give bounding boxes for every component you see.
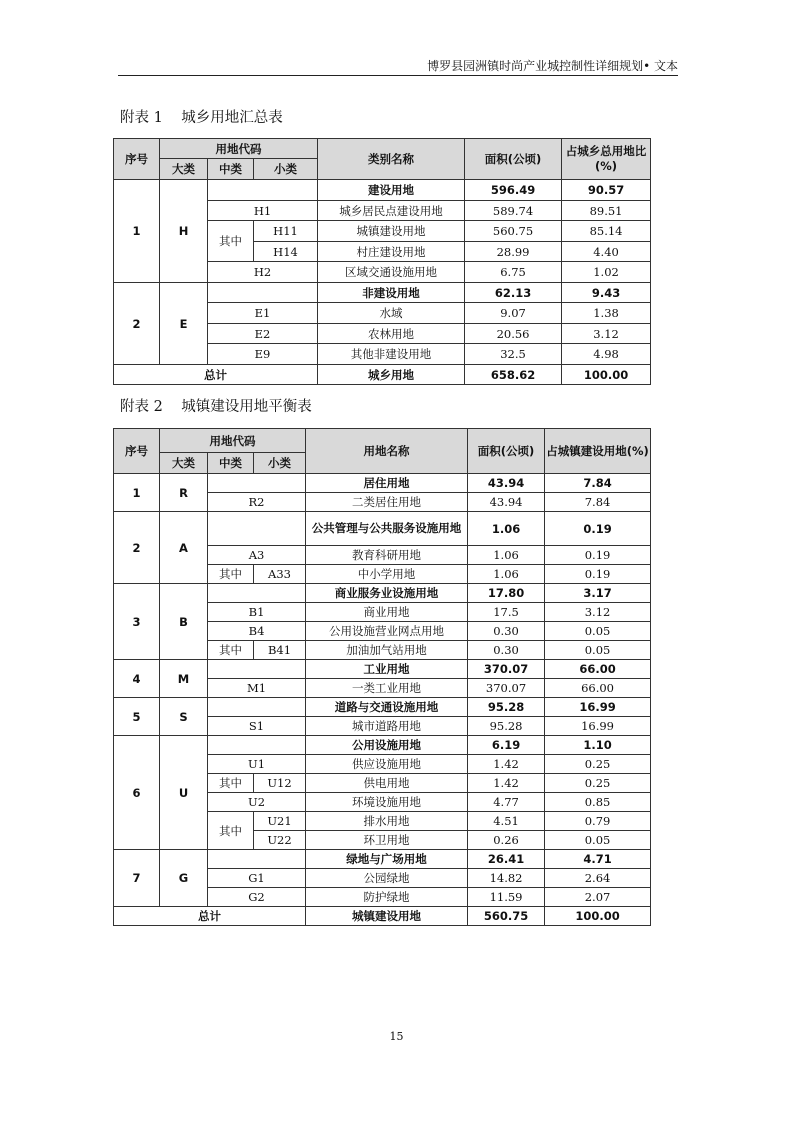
cell-code: U1 [208,755,306,774]
cell-area: 26.41 [468,850,545,869]
cell-name: 教育科研用地 [306,546,468,565]
cell-ratio: 4.98 [562,344,651,365]
header-area: 面积(公顷) [468,429,545,474]
cell-qizhong: 其中 [208,812,254,850]
cell-area: 20.56 [465,324,562,344]
header-land-code: 用地代码 [160,429,306,453]
cell-name: 工业用地 [306,660,468,679]
cell-name: 公用设施营业网点用地 [306,622,468,641]
cell-code: H11 [254,221,318,242]
cell-area: 6.19 [468,736,545,755]
cell-code: B41 [254,641,306,660]
cell-area: 28.99 [465,242,562,262]
header-area: 面积(公顷) [465,139,562,180]
header-land-name: 用地名称 [306,429,468,474]
cell-area: 0.26 [468,831,545,850]
header-ratio: 占城乡总用地比(%) [562,139,651,180]
cell-ratio: 0.05 [545,622,651,641]
cell-code: H1 [208,201,318,221]
cell-code: B1 [208,603,306,622]
cell-code [208,736,306,755]
cell-ratio: 0.05 [545,831,651,850]
cell-area: 1.06 [468,546,545,565]
cell-code [208,850,306,869]
table-row [114,474,651,493]
cell-name: 加油加气站用地 [306,641,468,660]
cell-area: 32.5 [465,344,562,365]
cell-qizhong: 其中 [208,774,254,793]
cell-code [208,698,306,717]
cell-ratio: 100.00 [562,365,651,385]
cell-code [208,180,318,201]
cell-name: 中小学用地 [306,565,468,584]
cell-ratio: 90.57 [562,180,651,201]
cell-area: 43.94 [468,474,545,493]
cell-name: 公园绿地 [306,869,468,888]
cell-area: 14.82 [468,869,545,888]
cell-name: 环卫用地 [306,831,468,850]
cell-code: E2 [208,324,318,344]
cell-ratio: 0.25 [545,774,651,793]
cell-major: U [160,736,208,850]
cell-name: 一类工业用地 [306,679,468,698]
cell-ratio: 1.10 [545,736,651,755]
cell-name: 二类居住用地 [306,493,468,512]
cell-area: 62.13 [465,283,562,303]
cell-name: 农林用地 [318,324,465,344]
cell-ratio: 0.19 [545,565,651,584]
cell-ratio: 16.99 [545,698,651,717]
cell-code [208,474,306,493]
cell-area: 6.75 [465,262,562,283]
cell-name: 其他非建设用地 [318,344,465,365]
cell-total-label: 总计 [114,365,318,385]
header-category-name: 类别名称 [318,139,465,180]
header-medium: 中类 [208,159,254,180]
cell-ratio: 3.12 [562,324,651,344]
cell-code [208,512,306,546]
cell-name: 绿地与广场用地 [306,850,468,869]
header-ratio: 占城镇建设用地(%) [545,429,651,474]
cell-code: U22 [254,831,306,850]
cell-code: A33 [254,565,306,584]
cell-area: 11.59 [468,888,545,907]
cell-area: 4.51 [468,812,545,831]
cell-name: 供应设施用地 [306,755,468,774]
cell-major: M [160,660,208,698]
table-row [114,584,651,603]
header-seq: 序号 [114,429,160,474]
cell-code: S1 [208,717,306,736]
cell-area: 17.80 [468,584,545,603]
cell-ratio: 0.19 [545,546,651,565]
document-header: 博罗县园洲镇时尚产业城控制性详细规划• 文本 [427,59,678,73]
table-row [114,698,651,717]
cell-code: B4 [208,622,306,641]
cell-area: 43.94 [468,493,545,512]
cell-name: 城乡居民点建设用地 [318,201,465,221]
header-seq: 序号 [114,139,160,180]
cell-area: 658.62 [465,365,562,385]
cell-name: 防护绿地 [306,888,468,907]
cell-area: 1.06 [468,565,545,584]
table-row [114,180,651,201]
cell-name: 公共管理与公共服务设施用地 [306,512,468,546]
cell-code: G1 [208,869,306,888]
cell-qizhong: 其中 [208,641,254,660]
cell-ratio: 4.40 [562,242,651,262]
cell-code: E9 [208,344,318,365]
cell-ratio: 1.38 [562,303,651,324]
header-land-code: 用地代码 [160,139,318,159]
cell-ratio: 100.00 [545,907,651,926]
cell-area: 95.28 [468,698,545,717]
cell-total-label: 总计 [114,907,306,926]
cell-ratio: 7.84 [545,474,651,493]
cell-major: B [160,584,208,660]
cell-seq: 3 [114,584,160,660]
cell-area: 17.5 [468,603,545,622]
cell-name: 城镇建设用地 [318,221,465,242]
cell-code [208,660,306,679]
cell-area: 4.77 [468,793,545,812]
cell-name: 建设用地 [318,180,465,201]
cell-name: 城乡用地 [318,365,465,385]
cell-name: 环境设施用地 [306,793,468,812]
cell-ratio: 4.71 [545,850,651,869]
cell-code: U21 [254,812,306,831]
cell-name: 区域交通设施用地 [318,262,465,283]
cell-ratio: 66.00 [545,679,651,698]
table1-caption: 附表 1 城乡用地汇总表 [120,110,283,126]
cell-major: A [160,512,208,584]
cell-ratio: 9.43 [562,283,651,303]
cell-name: 城镇建设用地 [306,907,468,926]
cell-ratio: 2.64 [545,869,651,888]
cell-area: 589.74 [465,201,562,221]
cell-code [208,283,318,303]
cell-name: 供电用地 [306,774,468,793]
cell-ratio: 0.79 [545,812,651,831]
cell-area: 370.07 [468,660,545,679]
cell-seq: 7 [114,850,160,907]
table-row [114,512,651,546]
cell-area: 1.42 [468,774,545,793]
cell-code: H14 [254,242,318,262]
cell-name: 城市道路用地 [306,717,468,736]
cell-ratio: 16.99 [545,717,651,736]
cell-name: 商业用地 [306,603,468,622]
table2-caption: 附表 2 城镇建设用地平衡表 [120,399,312,415]
cell-ratio: 2.07 [545,888,651,907]
cell-code: R2 [208,493,306,512]
cell-code: G2 [208,888,306,907]
cell-ratio: 0.05 [545,641,651,660]
table-row [114,850,651,869]
header-major: 大类 [160,453,208,474]
cell-name: 村庄建设用地 [318,242,465,262]
cell-major: G [160,850,208,907]
header-major: 大类 [160,159,208,180]
cell-major: S [160,698,208,736]
cell-seq: 5 [114,698,160,736]
cell-ratio: 0.85 [545,793,651,812]
cell-ratio: 1.02 [562,262,651,283]
cell-ratio: 0.19 [545,512,651,546]
table-row [114,736,651,755]
table-row-total [114,365,651,385]
cell-qizhong: 其中 [208,565,254,584]
cell-name: 居住用地 [306,474,468,493]
cell-code: E1 [208,303,318,324]
cell-ratio: 3.12 [545,603,651,622]
cell-major: R [160,474,208,512]
cell-area: 0.30 [468,622,545,641]
header-medium: 中类 [208,453,254,474]
cell-ratio: 85.14 [562,221,651,242]
cell-ratio: 7.84 [545,493,651,512]
cell-major: E [160,283,208,365]
cell-seq: 6 [114,736,160,850]
cell-seq: 1 [114,180,160,283]
cell-area: 1.42 [468,755,545,774]
table-row [114,660,651,679]
cell-area: 560.75 [465,221,562,242]
cell-code: U12 [254,774,306,793]
cell-name: 道路与交通设施用地 [306,698,468,717]
page-number: 15 [389,1030,404,1043]
table2-urban-construction-land-balance [113,428,651,926]
cell-name: 商业服务业设施用地 [306,584,468,603]
cell-code [208,584,306,603]
header-minor: 小类 [254,453,306,474]
table1-urban-rural-land-summary [113,138,651,385]
cell-area: 9.07 [465,303,562,324]
table-row [114,283,651,303]
cell-seq: 4 [114,660,160,698]
cell-area: 370.07 [468,679,545,698]
cell-area: 596.49 [465,180,562,201]
cell-code: U2 [208,793,306,812]
cell-qizhong: 其中 [208,221,254,262]
cell-code: M1 [208,679,306,698]
cell-area: 95.28 [468,717,545,736]
cell-name: 排水用地 [306,812,468,831]
header-minor: 小类 [254,159,318,180]
cell-major: H [160,180,208,283]
cell-seq: 2 [114,283,160,365]
header-rule [118,75,678,76]
cell-area: 1.06 [468,512,545,546]
cell-seq: 1 [114,474,160,512]
cell-ratio: 66.00 [545,660,651,679]
cell-code: H2 [208,262,318,283]
cell-name: 非建设用地 [318,283,465,303]
cell-code: A3 [208,546,306,565]
cell-ratio: 3.17 [545,584,651,603]
cell-name: 公用设施用地 [306,736,468,755]
table-row-total [114,907,651,926]
cell-ratio: 0.25 [545,755,651,774]
cell-area: 560.75 [468,907,545,926]
cell-seq: 2 [114,512,160,584]
cell-ratio: 89.51 [562,201,651,221]
cell-area: 0.30 [468,641,545,660]
cell-name: 水域 [318,303,465,324]
